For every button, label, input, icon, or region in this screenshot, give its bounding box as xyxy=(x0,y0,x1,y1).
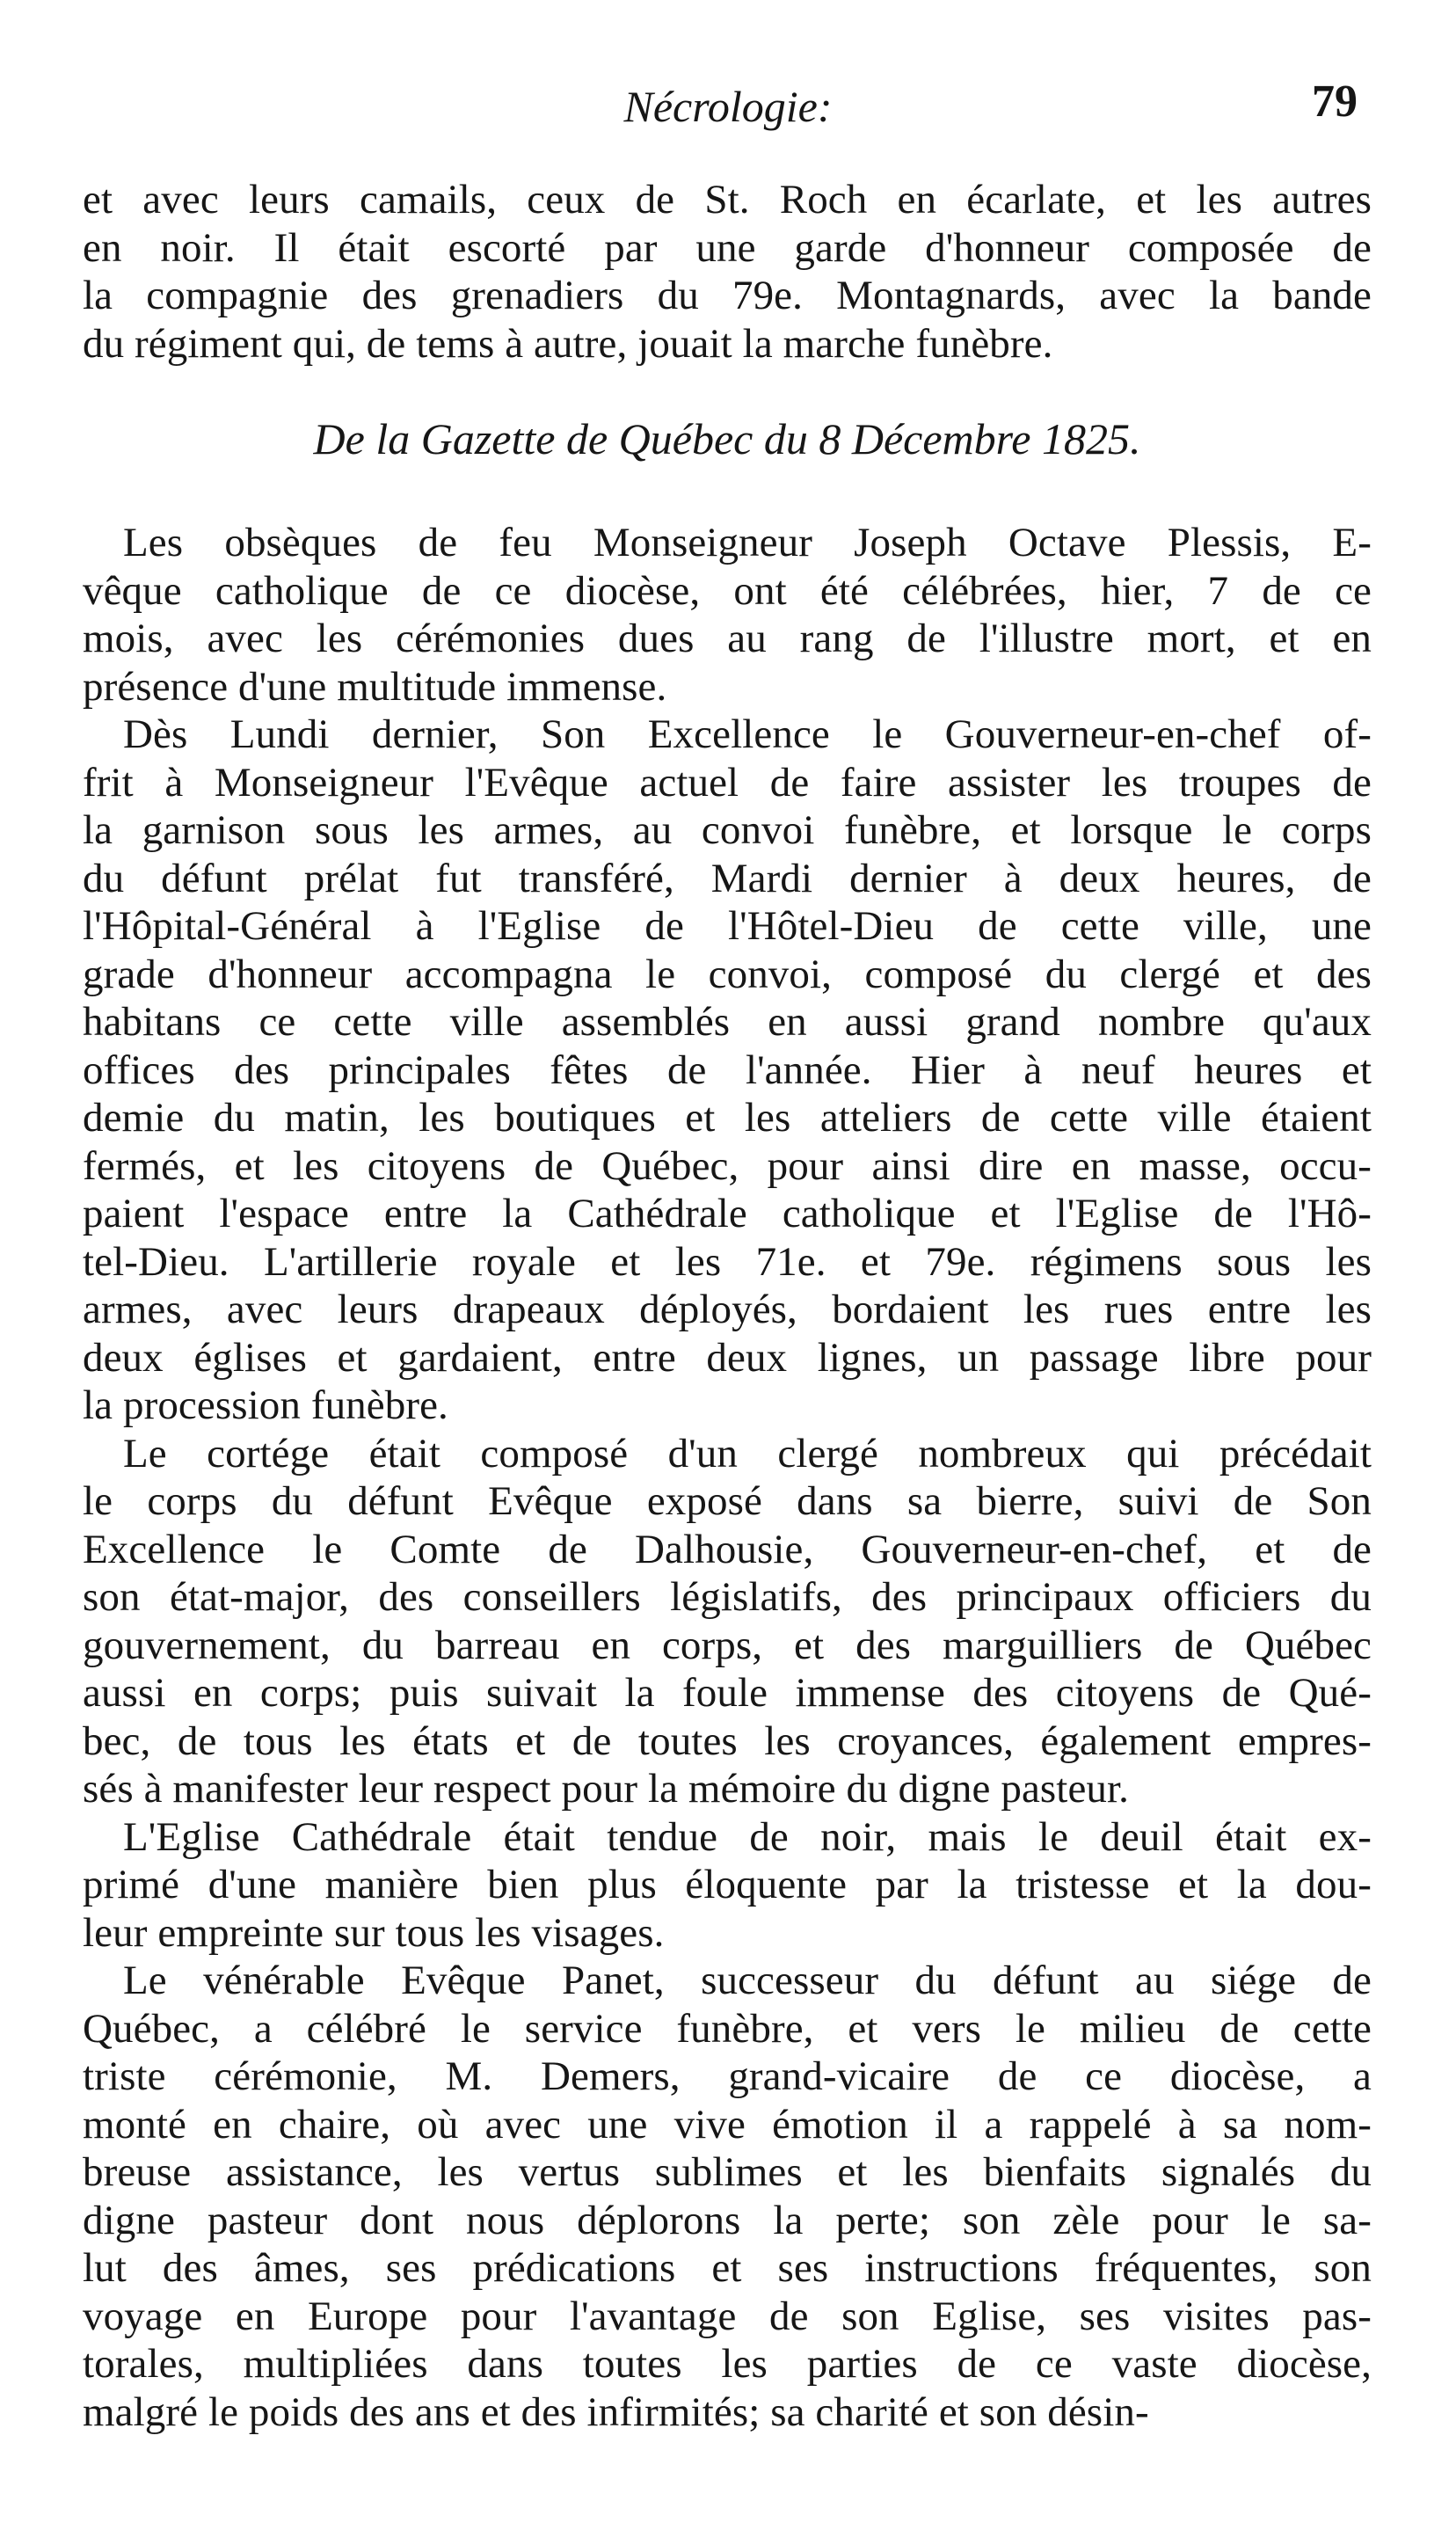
text-line: habitans ce cette ville assemblés en aussi grand nombre qu'aux xyxy=(83,999,1372,1045)
article-paragraph xyxy=(83,1430,1372,1813)
text-line: gouvernement, du barreau en corps, et des marguilliers de Québec xyxy=(83,1622,1372,1668)
text-line: paient l'espace entre la Cathédrale catholique et l'Eglise de l'Hô- xyxy=(83,1191,1372,1236)
text-line: aussi en corps; puis suivait la foule immense des citoyens de Qué- xyxy=(83,1670,1372,1716)
text-line: la compagnie des grenadiers du 79e. Montagnards, avec la bande xyxy=(83,273,1372,318)
running-head: Nécrologie: xyxy=(623,82,833,131)
text-line: du régiment qui, de tems à autre, jouait la marche funèbre. xyxy=(83,320,1053,367)
text-line: tel-Dieu. L'artillerie royale et les 71e. et 79e. régimens sous les xyxy=(83,1238,1372,1285)
text-line: demie du matin, les boutiques et les atteliers de cette ville étaient xyxy=(83,1095,1372,1141)
article-paragraph xyxy=(83,519,1372,711)
text-line: bec, de tous les états et de toutes les croyances, également empres- xyxy=(83,1717,1372,1764)
text-line: L'Eglise Cathédrale était tendue de noir, mais le deuil était ex- xyxy=(123,1813,1372,1860)
text-line: fermés, et les citoyens de Québec, pour ainsi dire en masse, occu- xyxy=(83,1142,1372,1189)
text-line: l'Hôpital-Général à l'Eglise de l'Hôtel-Dieu de cette ville, une xyxy=(83,903,1372,949)
page-number: 79 xyxy=(1312,77,1358,127)
article-paragraph xyxy=(83,1813,1372,1958)
text-line: Le vénérable Evêque Panet, successeur du défunt au siége de xyxy=(123,1958,1372,2003)
text-line: Excellence le Comte de Dalhousie, Gouverneur-en-chef, et de xyxy=(83,1526,1372,1572)
text-line: Dès Lundi dernier, Son Excellence le Gouverneur-en-chef of- xyxy=(123,711,1372,757)
text-line: malgré le poids des ans et des infirmités; sa charité et son désin- xyxy=(83,2388,1149,2435)
text-line: vêque catholique de ce diocèse, ont été célébrées, hier, 7 de ce xyxy=(83,567,1372,614)
text-line: primé d'une manière bien plus éloquente par la tristesse et la dou- xyxy=(83,1862,1372,1907)
text-line: sés à manifester leur respect pour la mémoire du digne pasteur. xyxy=(83,1766,1130,1812)
text-line: voyage en Europe pour l'avantage de son Eglise, ses visites pas- xyxy=(83,2293,1372,2339)
text-line: deux églises et gardaient, entre deux lignes, un passage libre pour xyxy=(83,1334,1372,1381)
text-line: en noir. Il était escorté par une garde d'honneur composée de xyxy=(83,224,1372,271)
text-line: breuse assistance, les vertus sublimes et les bienfaits signalés du xyxy=(83,2149,1372,2195)
text-line: armes, avec leurs drapeaux déployés, bordaient les rues entre les xyxy=(83,1287,1372,1332)
text-line: la procession funèbre. xyxy=(83,1382,448,1428)
text-line: le corps du défunt Evêque exposé dans sa bierre, suivi de Son xyxy=(83,1478,1372,1524)
article-source-headline: De la Gazette de Québec du 8 Décembre 1825. xyxy=(313,414,1141,463)
text-line: lut des âmes, ses prédications et ses instructions fréquentes, son xyxy=(83,2245,1372,2291)
text-line: du défunt prélat fut transféré, Mardi dernier à deux heures, de xyxy=(83,855,1372,901)
text-line: torales, multipliées dans toutes les parties de ce vaste diocèse, xyxy=(83,2341,1372,2387)
article-paragraph xyxy=(83,1957,1372,2436)
text-line: mois, avec les cérémonies dues au rang de l'illustre mort, et en xyxy=(83,616,1372,661)
text-line: présence d'une multitude immense. xyxy=(83,663,667,710)
text-line: digne pasteur dont nous déplorons la perte; son zèle pour le sa- xyxy=(83,2197,1372,2243)
article-paragraph xyxy=(83,711,1372,1430)
text-line: Québec, a célébré le service funèbre, et vers le milieu de cette xyxy=(83,2005,1372,2052)
page-header xyxy=(0,76,1456,137)
text-line: son état-major, des conseillers législatifs, des principaux officiers du xyxy=(83,1574,1372,1620)
page-body xyxy=(83,176,1372,2436)
text-line: frit à Monseigneur l'Evêque actuel de faire assister les troupes de xyxy=(83,759,1372,806)
text-line: et avec leurs camails, ceux de St. Roch en écarlate, et les autres xyxy=(83,177,1372,222)
text-line: grade d'honneur accompagna le convoi, composé du clergé et des xyxy=(83,951,1372,997)
text-line: triste cérémonie, M. Demers, grand-vicaire de ce diocèse, a xyxy=(83,2053,1372,2099)
continuation-paragraph xyxy=(83,176,1372,368)
text-line: monté en chaire, où avec une vive émotion il a rappelé à sa nom- xyxy=(83,2101,1372,2147)
text-line: Le cortége était composé d'un clergé nombreux qui précédait xyxy=(123,1430,1372,1477)
article-body xyxy=(83,519,1372,2436)
text-line: offices des principales fêtes de l'année. Hier à neuf heures et xyxy=(83,1046,1372,1093)
text-line: Les obsèques de feu Monseigneur Joseph Octave Plessis, E- xyxy=(123,520,1372,565)
text-line: la garnison sous les armes, au convoi funèbre, et lorsque le corps xyxy=(83,807,1372,853)
text-line: leur empreinte sur tous les visages. xyxy=(83,1909,665,1956)
